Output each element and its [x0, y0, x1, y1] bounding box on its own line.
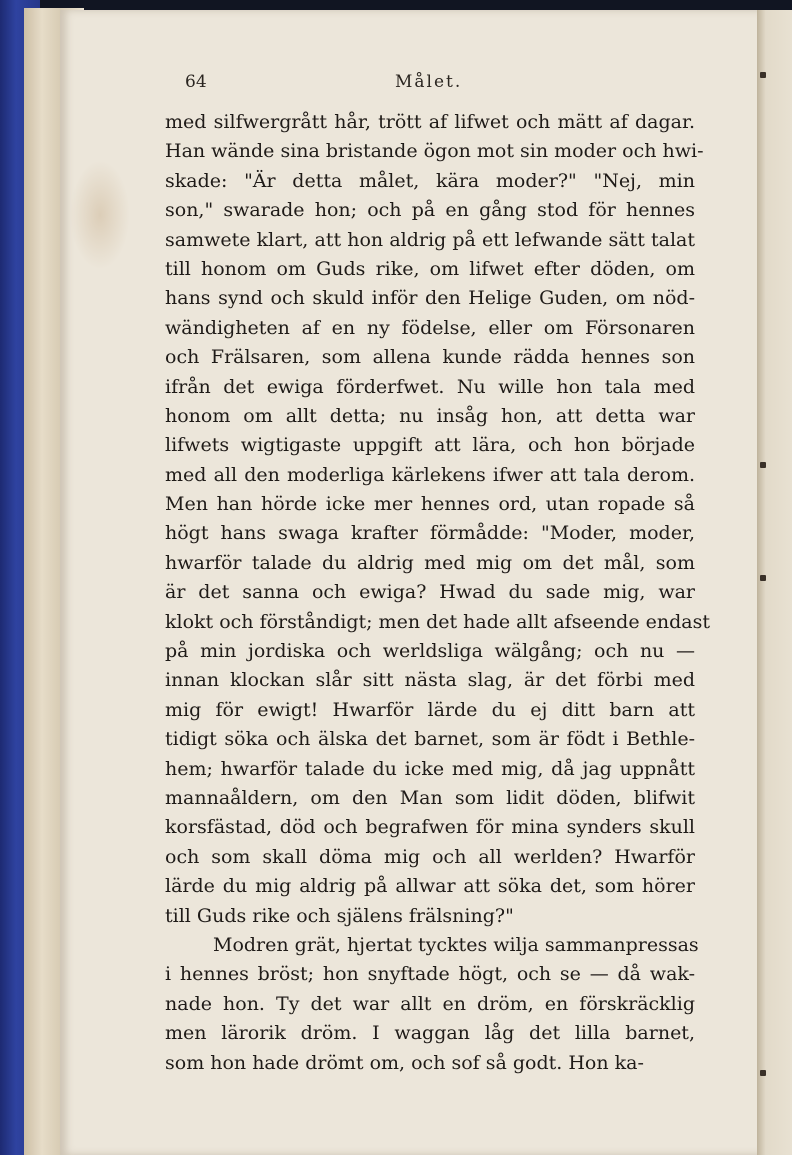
facing-page-edge: [757, 10, 792, 1155]
text-line: nade hon. Ty det war allt en dröm, en förskräcklig: [165, 992, 695, 1015]
text-line: i hennes bröst; hon snyftade högt, och se — då wak-: [165, 963, 695, 986]
text-line: på min jordiska och werldsliga wälgång; och nu —: [165, 640, 695, 663]
text-line: hans synd och skuld inför den Helige Guden, om nöd-: [165, 287, 695, 310]
text-line: som hon hade drömt om, och sof så godt. Hon ka-: [165, 1051, 644, 1074]
body-text: [165, 108, 710, 1078]
page-number: 64: [185, 72, 207, 92]
paper-stain: [70, 160, 130, 270]
text-line: korsfästad, död och begrafwen för mina synders skull: [165, 816, 695, 839]
running-title: Målet.: [395, 72, 463, 92]
text-line: med silfwergrått hår, trött af lifwet och mätt af dagar.: [165, 111, 695, 133]
text-line: lärde du mig aldrig på allwar att söka det, som hörer: [165, 875, 695, 898]
text-line: med all den moderliga kärlekens ifwer att tala derom.: [165, 463, 695, 486]
text-line: men lärorik dröm. I waggan låg det lilla barnet,: [165, 1022, 695, 1045]
text-line: hem; hwarför talade du icke med mig, då jag uppnått: [165, 757, 695, 780]
text-line: wändigheten af en ny födelse, eller om Försonaren: [165, 316, 695, 339]
text-line: lifwets wigtigaste uppgift att lära, och hon började: [165, 434, 695, 457]
text-line: innan klockan slår sitt nästa slag, är det förbi med: [165, 669, 695, 692]
text-line: är det sanna och ewiga? Hwad du sade mig, war: [165, 581, 695, 604]
text-line: skade: "Är detta målet, kära moder?" "Nej, min: [165, 169, 695, 192]
text-line: son," swarade hon; och på en gång stod för hennes: [165, 199, 695, 222]
margin-mark: [760, 1070, 766, 1076]
page-header: [165, 72, 695, 96]
margin-mark: [760, 575, 766, 581]
text-line: mannaåldern, om den Man som lidit döden, blifwit: [165, 786, 695, 809]
text-line: till Guds rike och själens frälsning?": [165, 904, 514, 927]
text-line: klokt och förståndigt; men det hade allt afseende endast: [165, 610, 710, 633]
text-line: mig för ewigt! Hwarför lärde du ej ditt barn att: [165, 698, 695, 721]
text-line: ifrån det ewiga förderfwet. Nu wille hon tala med: [165, 375, 695, 398]
text-line: samwete klart, att hon aldrig på ett lefwande sätt talat: [165, 228, 695, 251]
text-line: Modren grät, hjertat tycktes wilja sammanpressas: [213, 933, 699, 956]
text-line: tidigt söka och älska det barnet, som är födt i Bethle-: [165, 728, 695, 751]
margin-mark: [760, 462, 766, 468]
text-line: och som skall döma mig och all werlden? Hwarför: [165, 845, 695, 868]
text-line: hwarför talade du aldrig med mig om det mål, som: [165, 551, 695, 574]
text-line: till honom om Guds rike, om lifwet efter döden, om: [165, 257, 695, 280]
text-line: honom om allt detta; nu insåg hon, att detta war: [165, 404, 695, 427]
text-line: högt hans swaga krafter förmådde: "Moder, moder,: [165, 522, 695, 545]
text-line: och Frälsaren, som allena kunde rädda hennes son: [165, 346, 695, 369]
margin-mark: [760, 72, 766, 78]
text-line: Men han hörde icke mer hennes ord, utan ropade så: [165, 493, 695, 516]
text-line: Han wände sina bristande ögon mot sin moder och hwi-: [165, 140, 704, 163]
